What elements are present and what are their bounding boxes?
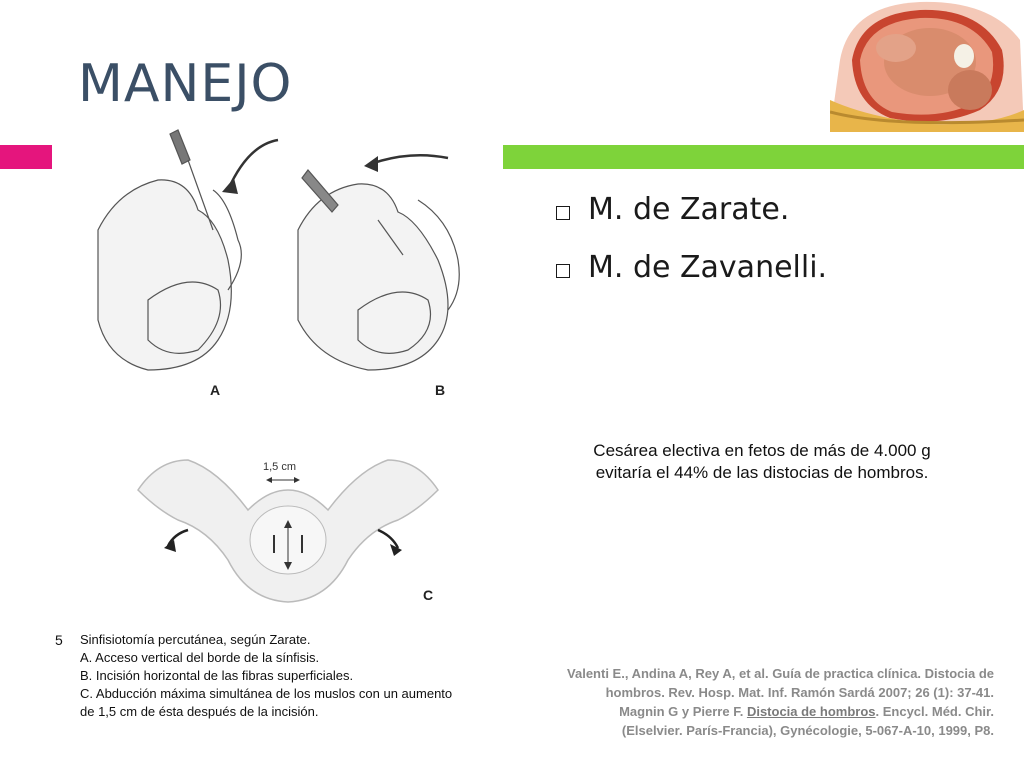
caption-line: B. Incisión horizontal de las fibras superficiales. (80, 668, 354, 683)
symphysiotomy-illustration (78, 120, 498, 720)
square-bullet-icon (556, 206, 570, 220)
square-bullet-icon (556, 264, 570, 278)
accent-bar-pink (0, 145, 52, 169)
bullet-list (556, 192, 827, 308)
figure-label-c: C (423, 587, 434, 603)
caption-line: Sinfisiotomía percutánea, según Zarate. (80, 632, 311, 647)
reference-text (564, 664, 994, 740)
reference-link[interactable]: Distocia de hombros (746, 704, 876, 719)
figure-measure: 1,5 cm (263, 461, 297, 473)
bullet-label: M. de Zarate. (588, 192, 790, 227)
slide-title: MANEJO (78, 54, 293, 114)
reference-part: Valenti E., Andina A, Rey A, et al. Guía de practica clínica. Distocia de hombros. Rev. Hosp. Mat. Inf. Ramón Sardá 2007; 26 (1): 37-41. Magnin G y Pierre F. (567, 666, 994, 719)
reference-part: . Encycl. Méd. Chir. (Elselvier. París-Francia), Gynécologie, 5-067-A-10, 1999, P8. (621, 704, 994, 738)
note-line: Cesárea electiva en fetos de más de 4.000 g (593, 441, 931, 460)
bullet-item (556, 250, 827, 308)
caption-line: de 1,5 cm de ésta después de la incisión. (80, 704, 319, 719)
slide-number: 5 (55, 632, 63, 648)
figure-label-a: A (210, 382, 221, 398)
uterus-illustration (830, 0, 1024, 132)
bullet-label: M. de Zavanelli. (588, 250, 828, 285)
bullet-item (556, 192, 827, 250)
figure-label-b: B (435, 382, 446, 398)
accent-bar-green (503, 145, 1024, 169)
note-line: evitaría el 44% de las distocias de hombros. (595, 463, 929, 482)
caption-line: C. Abducción máxima simultánea de los muslos con un aumento (80, 686, 453, 701)
note-text (548, 440, 976, 484)
caption-line: A. Acceso vertical del borde de la sínfisis. (80, 650, 320, 665)
figure-caption (80, 631, 452, 721)
